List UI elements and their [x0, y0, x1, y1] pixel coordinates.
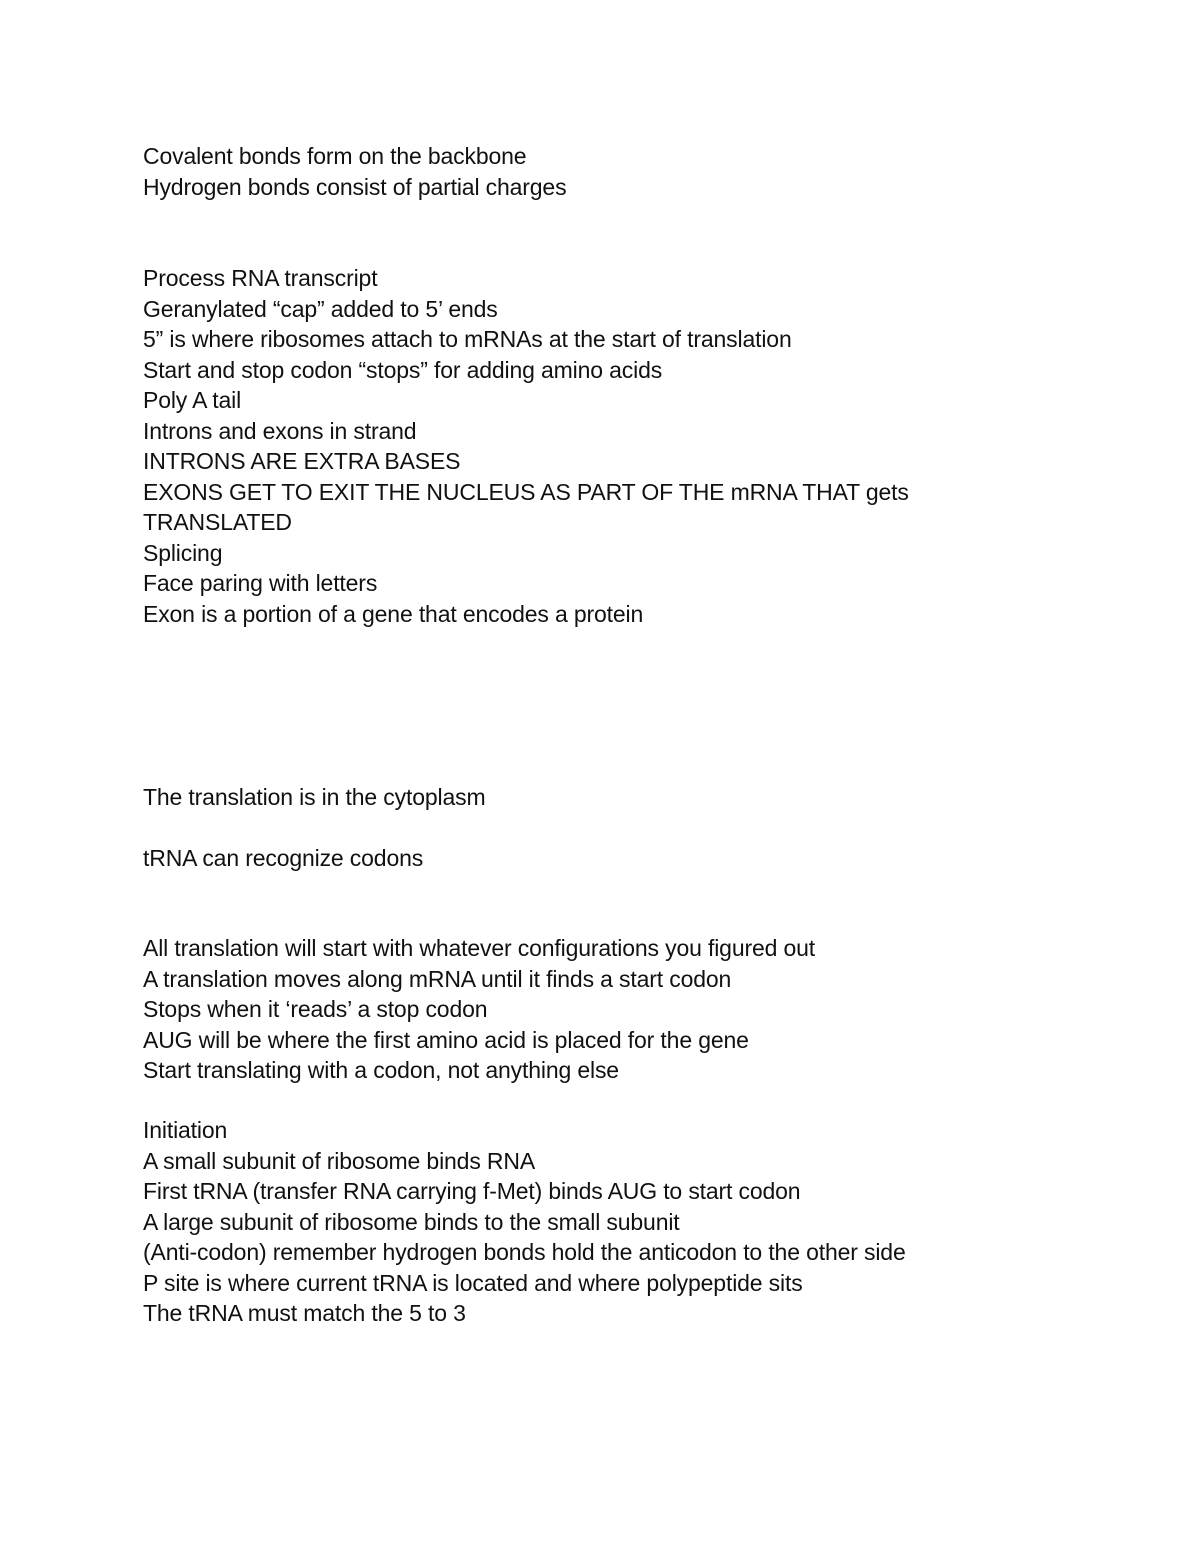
text-line: AUG will be where the first amino acid is placed for the gene: [143, 1026, 749, 1053]
text-line: EXONS GET TO EXIT THE NUCLEUS AS PART OF THE mRNA THAT gets: [143, 478, 909, 505]
text-line: Process RNA transcript: [143, 265, 378, 291]
notes-block-translation-location: [143, 782, 485, 813]
text-line: Start and stop codon “stops” for adding amino acids: [143, 356, 663, 383]
text-line: First tRNA (transfer RNA carrying f-Met) binds AUG to start codon: [143, 1178, 801, 1204]
notes-block-rna-processing: [143, 263, 909, 629]
text-line: Splicing: [143, 539, 223, 566]
text-line: Stops when it ‘reads’ a stop codon: [143, 996, 488, 1022]
text-line: Introns and exons in strand: [143, 417, 417, 444]
text-line: 5” is where ribosomes attach to mRNAs at the start of translation: [143, 326, 792, 352]
notes-block-initiation: [143, 1115, 906, 1329]
text-line: All translation will start with whatever configurations you figured out: [143, 935, 816, 961]
text-line: The tRNA must match the 5 to 3: [143, 1300, 466, 1326]
text-line: The translation is in the cytoplasm: [143, 784, 486, 810]
text-line: Start translating with a codon, not anything else: [143, 1057, 619, 1083]
text-line: INTRONS ARE EXTRA BASES: [143, 448, 461, 474]
text-line: Geranylated “cap” added to 5’ ends: [143, 295, 498, 322]
text-line: A translation moves along mRNA until it finds a start codon: [143, 965, 732, 992]
text-line: Covalent bonds form on the backbone: [143, 143, 527, 169]
text-line: TRANSLATED: [143, 509, 292, 535]
text-line: Poly A tail: [143, 387, 242, 413]
text-line: Initiation: [143, 1117, 228, 1143]
text-line: A small subunit of ribosome binds RNA: [143, 1147, 536, 1174]
text-line: A large subunit of ribosome binds to the small subunit: [143, 1208, 680, 1235]
text-line: tRNA can recognize codons: [143, 845, 424, 871]
notes-block-translation-start: [143, 933, 815, 1086]
text-line: P site is where current tRNA is located and where polypeptide sits: [143, 1269, 803, 1296]
text-line: Face paring with letters: [143, 570, 378, 596]
notes-block-trna: [143, 843, 423, 874]
text-line: (Anti-codon) remember hydrogen bonds hold the anticodon to the other side: [143, 1239, 906, 1265]
text-line: Hydrogen bonds consist of partial charges: [143, 173, 567, 200]
notes-block-bonds: [143, 141, 566, 202]
text-line: Exon is a portion of a gene that encodes a protein: [143, 600, 644, 627]
